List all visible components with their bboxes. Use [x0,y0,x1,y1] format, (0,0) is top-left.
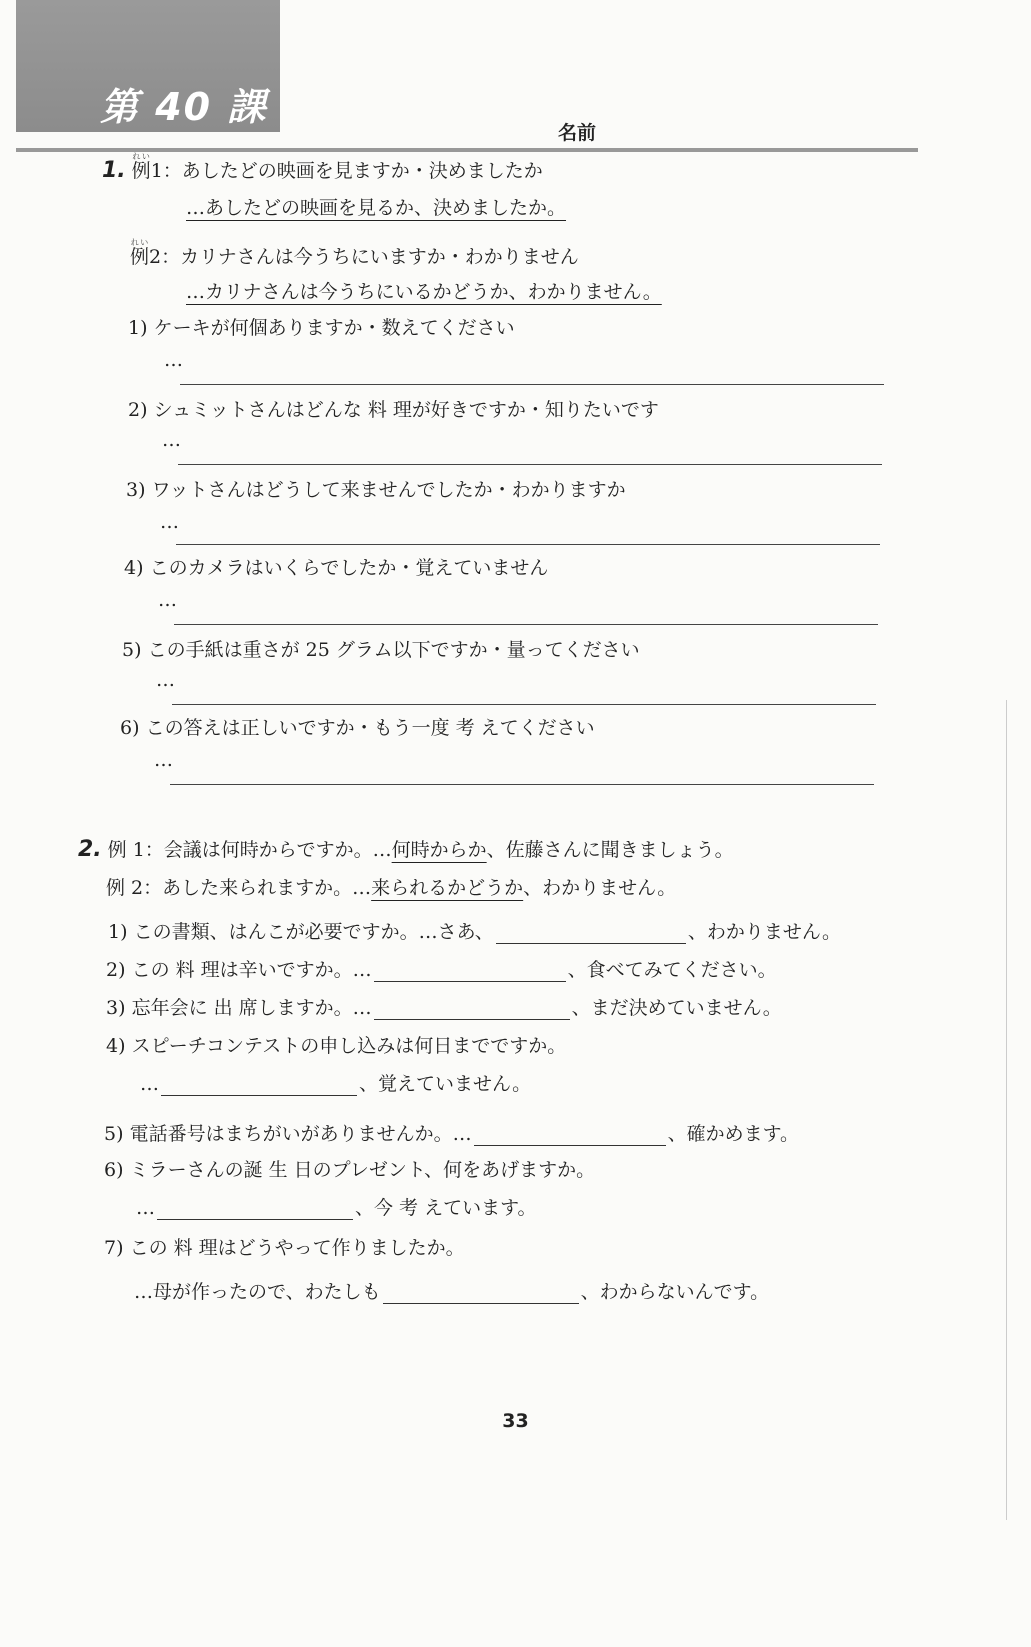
section1-item-4: 4) このカメラはいくらでしたか・覚えていません [124,557,549,579]
section2-item-4-line2: … 、覚えていません。 [140,1073,532,1095]
section2-item-7-line2: …母が作ったので、わたしも 、わからないんです。 [134,1281,770,1303]
answer-line-3[interactable] [176,544,880,545]
section2-item-1: 1) この書類、はんこが必要ですか。…さあ、 、わかりません。 [108,921,841,943]
section1-item-1-prompt: … [164,349,183,371]
section1-example1-answer: …あしたどの映画を見るか、決めましたか。 [186,197,567,219]
answer-blank-2[interactable] [374,963,566,982]
section1-item-3: 3) ワットさんはどうして来ませんでしたか・わかりますか [126,479,626,501]
name-label: 名前 [558,122,597,144]
answer-blank-1[interactable] [496,925,686,944]
section1-item-3-prompt: … [160,511,179,533]
example1-question-text: あしたどの映画を見ますか・決めましたか [181,160,543,182]
section2-item-5: 5) 電話番号はまちがいがありませんか。… 、確かめます。 [104,1123,800,1145]
section1-item-4-prompt: … [158,589,177,611]
section2-example2-answer: 来られるかどうか [371,877,524,899]
answer-blank-3[interactable] [374,1001,570,1020]
answer-blank-6[interactable] [157,1201,353,1220]
section1-item-2: 2) シュミットさんはどんな 料 理が好きですか・知りたいです [128,399,659,421]
section1-number: 1. [102,158,126,183]
answer-line-2[interactable] [178,464,882,465]
section2-item-2: 2) この 料 理は辛いですか。… 、食べてみてください。 [106,959,777,981]
section2-item-4: 4) スピーチコンテストの申し込みは何日までですか。 [106,1035,567,1057]
section2-example1-answer: 何時からか [391,839,487,861]
answer-line-6[interactable] [170,784,874,785]
section1-item-2-prompt: … [162,429,181,451]
section2-number: 2. [78,837,102,862]
page-number: 33 [502,1410,529,1432]
answer-line-5[interactable] [172,704,876,705]
page-edge-shadow [1006,700,1007,1520]
answer-line-4[interactable] [174,624,878,625]
section2-item-6-line2: … 、今 考 えています。 [136,1197,537,1219]
section1-example2-question: 例れい2：カリナさんは今うちにいますか・わかりません [130,238,579,268]
section2-item-6: 6) ミラーさんの誕 生 日のプレゼント、何をあげますか。 [104,1159,596,1181]
section1-example2-answer: …カリナさんは今うちにいるかどうか、わかりません。 [186,281,662,303]
section2-example1: 2. 例 1：会議は何時からですか。…何時からか、佐藤さんに聞きましょう。 [78,837,734,862]
section2-item-7: 7) この 料 理はどうやって作りましたか。 [104,1237,465,1259]
section1-item-5-prompt: … [156,669,175,691]
answer-blank-7[interactable] [383,1285,579,1304]
answer-blank-5[interactable] [474,1127,666,1146]
section1-item-6: 6) この答えは正しいですか・もう一度 考 えてください [120,717,595,739]
section1-item-6-prompt: … [154,749,173,771]
example2-question-text: カリナさんは今うちにいますか・わかりません [180,246,579,268]
section2-item-3: 3) 忘年会に 出 席しますか。… 、まだ決めていません。 [106,997,782,1019]
example-label: 例れい [131,152,151,182]
section1-item-1: 1) ケーキが何個ありますか・数えてください [128,317,515,339]
answer-line-1[interactable] [180,384,884,385]
answer-blank-4[interactable] [161,1077,357,1096]
section2-example2: 例 2：あした来られますか。…来られるかどうか、わかりません。 [106,877,677,899]
section1-example1-question: 1. 例れい1：あしたどの映画を見ますか・決めましたか [102,152,543,183]
lesson-title: 第 40 課 [100,85,268,129]
section1-item-5: 5) この手紙は重さが 25 グラム以下ですか・量ってください [122,639,640,661]
example-label: 例れい [130,238,150,268]
